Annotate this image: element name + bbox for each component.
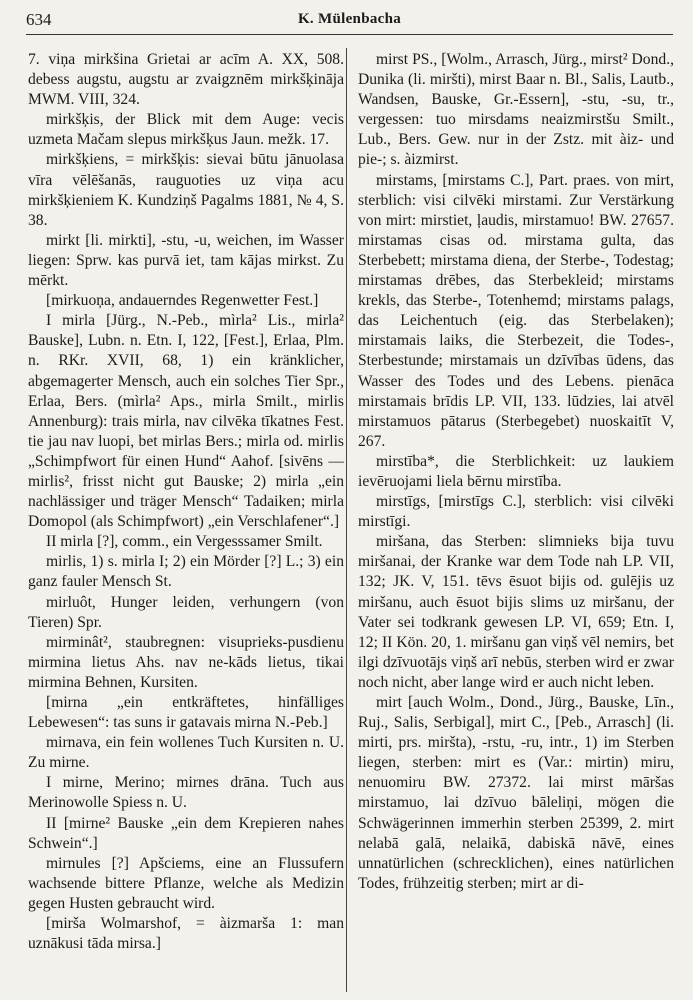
entry-mirsana: miršana, das Sterben: slimnieks bija tuvu miršanai, der Kranke war dem Tode nah LP. VII, 132; JK. V, 151. tēvs ēsuot bijis od. gulējis uz miršanu, auch ēsuot bijis slims uz miršanu, der Vater sei todkrank gewesen LP. VI, 659; Etn. I, 12; II Kön. 20, 1. miršanu gan viņš vēl nemirs, bet ilgi dzīvuotājs viņš arī nebūs, sterben wird er zwar noch nicht, aber lange wird er auch nicht leben. bbox=[358, 533, 674, 691]
entry-mirstiba: mirstība*, die Sterblichkeit: uz laukiem ievēruojami liela bērnu mirstība. bbox=[358, 452, 674, 490]
running-head: K. Mülenbacha bbox=[297, 11, 402, 27]
header-rule bbox=[26, 34, 673, 35]
page-header bbox=[26, 10, 673, 32]
entry-mirsa: [mirša Wolmarshof, = àizmarša 1: man uznākusi tāda mirsa.] bbox=[28, 915, 344, 953]
column-divider bbox=[346, 48, 347, 992]
entry-mirt: mirt [auch Wolm., Dond., Jürg., Bauske, Līn., Ruj., Salis, Serbigal], mirt C., [Peb., Arrasch] (li. mirti, prs. miršta), -rstu, -ru, intr., 1) im Sterben liegen, sterben: mirt es (Var.: mirtin) miru, nenuomiru BW. 27372. lai mirst māršas mirstamuo, lai dzīvuo bāleliņi, mögen die Schwägerinnen immerhin sterben 25399, 2. mirt nelabā galā, nelaikā, dabiskā nāvē, eines unnatürlichen (schrecklichen), eines natürlichen Todes, frühzeitig sterben; mirt ar di- bbox=[358, 694, 674, 892]
entry-mirna: [mirna „ein entkräftetes, hinfälliges Lebewesen“: tas suns ir gatavais mirna N.-Peb.] bbox=[28, 694, 344, 732]
entry-mirla-2: II mirla [?], comm., ein Vergesssamer Smilt. bbox=[46, 533, 323, 551]
page-number: 634 bbox=[26, 10, 52, 29]
right-column bbox=[358, 50, 674, 894]
entry-mirstigs: mirstīgs, [mirstīgs C.], sterblich: visi cilvēki mirstīgi. bbox=[358, 493, 674, 531]
left-column bbox=[28, 50, 344, 954]
entry-mirksina-cont: 7. viņa mirkšina Grietai ar acīm A. XX, 508. debess augstu, augstu ar zvaigznēm mirkšķināja MWM. VIII, 324. bbox=[28, 51, 344, 109]
entry-mirne-1: I mirne, Merino; mirnes drāna. Tuch aus Merinowolle Spiess n. U. bbox=[28, 774, 344, 812]
entry-mirnava: mirnava, ein fein wollenes Tuch Kursiten n. U. Zu mirne. bbox=[28, 734, 344, 772]
entry-mirstams: mirstams, [mirstams C.], Part. praes. von mirt, sterblich: visi cilvēki mirstami. Zur Verstärkung von mirt: mirstiet, ļaudis, mirstamuo! BW. 27657. mirstamas cisas od. mirstama gulta, das Sterbebett; mirstama diena, der Sterbe-, Todestag; mirstamas drēbes, das Sterbekleid; mirstams krekls, das Sterbe-, Totenhemd; mirstams palags, das Leichentuch (eig. das Sterbelaken); mirstamais laiks, die Sterbezeit, die Todes-, Sterbestunde; mirstamais un dzīvības ūdens, das Wasser des Todes und des Lebens. pienāca mirstamais brīdis LP. VII, 133. lūdzies, lai atvēl mirstamuos pātarus (Sterbegebet) nuoskaitīt V, 267. bbox=[358, 171, 674, 450]
entry-mirnules: mirnules [?] Apšciems, eine an Flussufern wachsende bittere Pflanze, welche als Medizin gegen Husten gebraucht wird. bbox=[28, 854, 344, 912]
entry-mirne-2: II [mirne² Bauske „ein dem Krepieren nahes Schwein“.] bbox=[28, 814, 344, 852]
entry-mirkskiens: mirkšķiens, = mirkšķis: sievai būtu jānuolasa vīra vēlēšanās, rauguoties uz viņa acu mirkšķieniem K. Kundziņš Pagalms 1881, № 4, S. 38. bbox=[28, 151, 344, 229]
entry-mirminat: mirminât², staubregnen: visuprieks-pusdienu mirmina lietus Ahs. nav ne-kāds lietus, tikai mirmina Behnen, Kursiten. bbox=[28, 633, 344, 691]
entry-mirst: mirst PS., [Wolm., Arrasch, Jürg., mirst² Dond., Dunika (li. miršti), mirst Baar n. Bl., Salis, Lautb., Wandsen, Bauske, Gr.-Essern], -stu, -su, tr., vergessen: tuo mirsdams neaizmirstšu Smilt., Lub., Bers. Gew. nur in der Zstz. mit àiz- und pie-; s. àizmirst. bbox=[358, 51, 674, 169]
entry-mirla-1: I mirla [Jürg., N.-Peb., mìrla² Lis., mirla² Bauske], Lubn. n. Etn. I, 122, [Fest.], Erlaa, Plm. n. RKr. XVII, 68, 1) ein kränklicher, abgemagerter Mensch, auch ein solches Tier Spr., Erlaa, Bers. (mìrla² Aps., mirla Smilt., mirlis Annenburg): trais mirla, nav cilvēka tīkatnes Fest. tie jau nav luopi, bet mirlas Bers.; mirla od. mirlis „Schimpfwort für einen Hund“ Aahof. [sivēns — mirlis², frisst nicht gut Bauske; 2) mirla „ein nachlässiger und träger Mensch“ Tadaiken; mirla Domopol (als Schimpfwort) „ein Verschlafener“.] bbox=[28, 312, 344, 531]
entry-mirkt: mirkt [li. mirkti], -stu, -u, weichen, im Wasser liegen: Sprw. kas purvā iet, tam kājas mirkst. Zu mērkt. bbox=[28, 231, 344, 290]
entry-mirlis: mirlis, 1) s. mirla I; 2) ein Mörder [?] L.; 3) ein ganz fauler Mensch St. bbox=[28, 553, 344, 591]
entry-mirkskis: mirkšķis, der Blick mit dem Auge: vecis uzmeta Mačam slepus mirkšķus Jaun. mežk. 17. bbox=[28, 111, 344, 149]
entry-mirluot: mirluôt, Hunger leiden, verhungern (von Tieren) Spr. bbox=[28, 593, 344, 631]
entry-mirkuona: [mirkuoņa, andauerndes Regenwetter Fest.] bbox=[46, 292, 319, 310]
